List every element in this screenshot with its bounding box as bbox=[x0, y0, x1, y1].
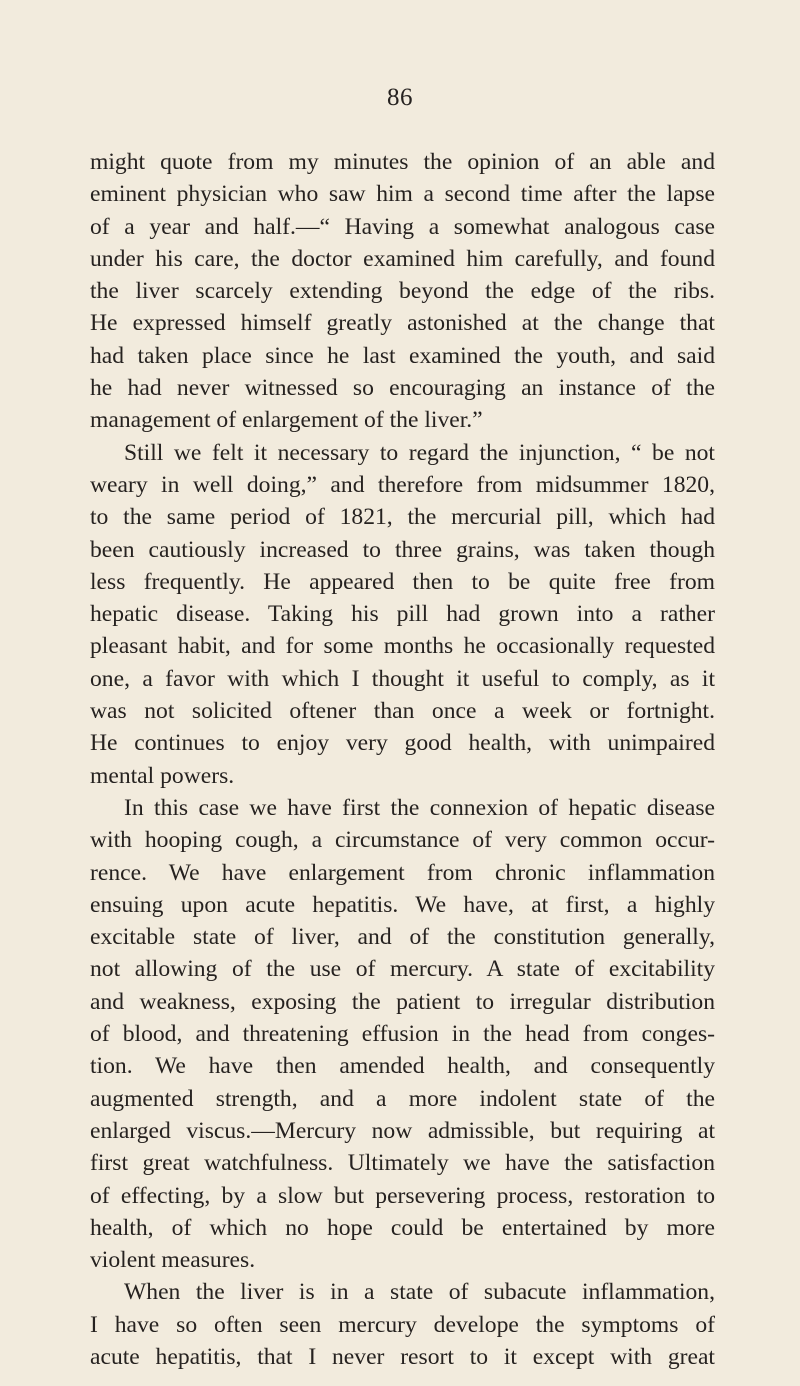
text-line: violent measures. bbox=[90, 1247, 256, 1274]
text-line: He expressed himself greatly astonished at the change that bbox=[90, 310, 715, 337]
text-line: He continues to enjoy very good health, with unimpaired bbox=[90, 730, 715, 757]
text-line: enlarged viscus.—Mercury now admissible, but requiring at bbox=[90, 1117, 715, 1144]
text-line: had taken place since he last examined the youth, and said bbox=[90, 342, 715, 369]
text-line: less frequently. He appeared then to be quite free from bbox=[90, 568, 715, 595]
text-line: under his care, the doctor examined him carefully, and found bbox=[90, 245, 715, 272]
text-line: acute hepatitis, that I never resort to it except with great bbox=[90, 1343, 715, 1370]
text-line: he had never witnessed so encouraging an instance of the bbox=[90, 375, 715, 402]
text-line: been cautiously increased to three grains, was taken though bbox=[90, 536, 715, 563]
text-line: excitable state of liver, and of the constitution generally, bbox=[90, 924, 715, 951]
text-line: augmented strength, and a more indolent state of the bbox=[90, 1085, 715, 1112]
paragraph-start-line: When the liver is in a state of subacute inflammation, bbox=[124, 1279, 715, 1306]
text-line: of a year and half.—“ Having a somewhat analogous case bbox=[90, 213, 715, 240]
text-line: first great watchfulness. Ultimately we have the satisfaction bbox=[90, 1150, 715, 1177]
text-line: tion. We have then amended health, and consequently bbox=[90, 1053, 715, 1080]
text-line: of effecting, by a slow but persevering process, restoration to bbox=[90, 1182, 715, 1209]
text-line: the liver scarcely extending beyond the edge of the ribs. bbox=[90, 278, 715, 305]
text-line: pleasant habit, and for some months he occasionally requested bbox=[90, 633, 715, 660]
paragraph-start-line: In this case we have first the connexion of hepatic disease bbox=[124, 794, 715, 821]
text-line: one, a favor with which I thought it useful to comply, as it bbox=[90, 665, 715, 692]
text-line: and weakness, exposing the patient to irregular distribution bbox=[90, 988, 715, 1015]
text-line: rence. We have enlargement from chronic inflammation bbox=[90, 859, 715, 886]
text-line: to the same period of 1821, the mercurial pill, which had bbox=[90, 504, 715, 531]
text-line: not allowing of the use of mercury. A state of excitability bbox=[90, 956, 715, 983]
text-line: ensuing upon acute hepatitis. We have, at first, a highly bbox=[90, 891, 715, 918]
text-line: of blood, and threatening effusion in the head from conges- bbox=[90, 1021, 715, 1048]
text-line: management of enlargement of the liver.” bbox=[90, 407, 483, 434]
body-text bbox=[90, 146, 715, 1373]
text-line: I have so often seen mercury develope the symptoms of bbox=[90, 1311, 715, 1338]
page-number: 86 bbox=[387, 84, 413, 111]
text-line: mental powers. bbox=[90, 762, 235, 789]
text-line: eminent physician who saw him a second time after the lapse bbox=[90, 181, 715, 208]
text-line: was not solicited oftener than once a week or fortnight. bbox=[90, 698, 715, 725]
text-line: weary in well doing,” and therefore from midsummer 1820, bbox=[90, 471, 715, 498]
text-line: with hooping cough, a circumstance of very common occur- bbox=[90, 827, 715, 854]
text-line: health, of which no hope could be entertained by more bbox=[90, 1214, 715, 1241]
text-line: hepatic disease. Taking his pill had grown into a rather bbox=[90, 601, 715, 628]
text-line: might quote from my minutes the opinion of an able and bbox=[90, 149, 715, 175]
paragraph-start-line: Still we felt it necessary to regard the injunction, “ be not bbox=[124, 439, 715, 466]
